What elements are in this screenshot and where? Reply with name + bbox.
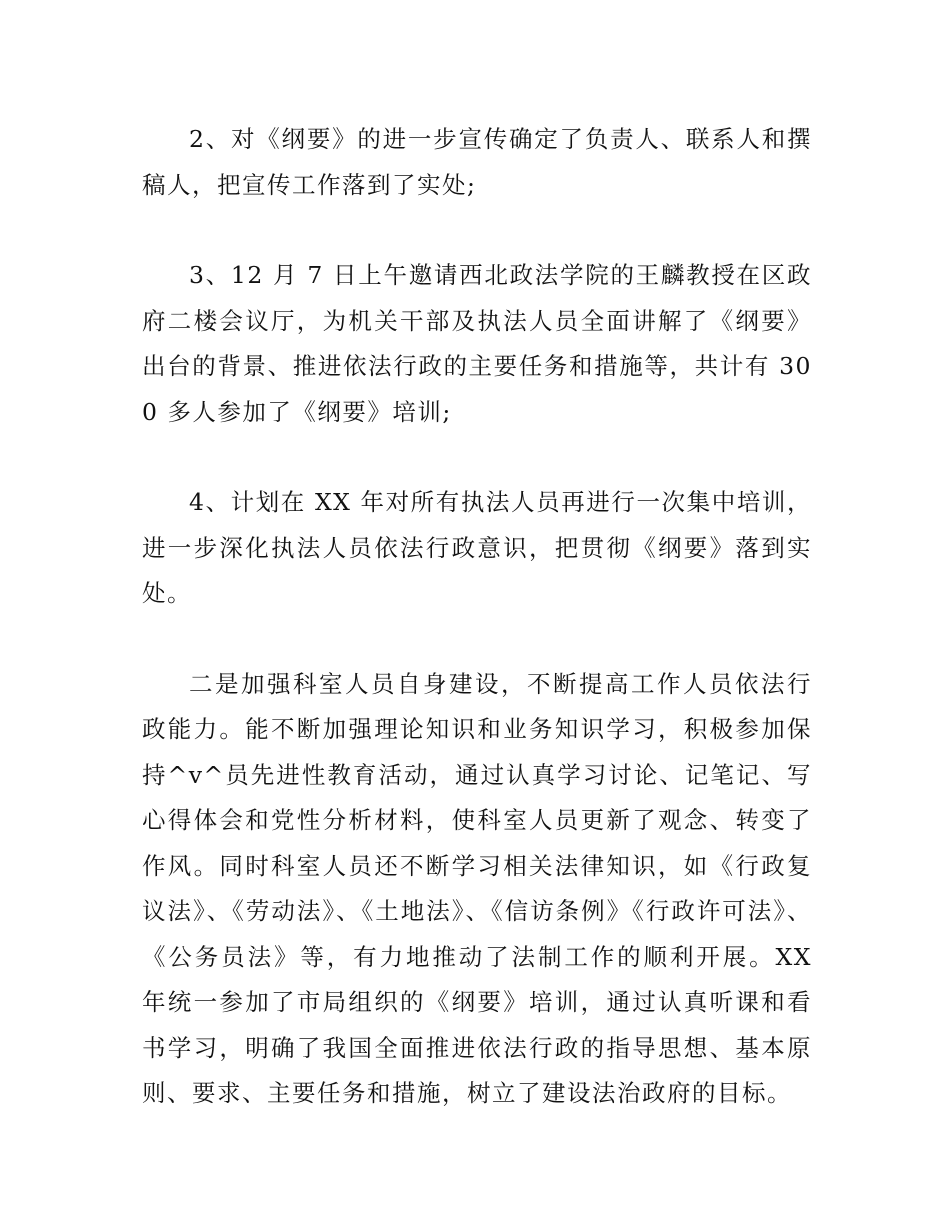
paragraph-self-building: 二是加强科室人员自身建设，不断提高工作人员依法行政能力。能不断加强理论知识和业务知识学习，积极参加保持^v^员先进性教育活动，通过认真学习讨论、记笔记、写心得体会和党性分析材料，使科室人员更新了观念、转变了作风。同时科室人员还不断学习相关法律知识，如《行政复议法》、《劳动法》、《土地法》、《信访条例》《行政许可法》、《公务员法》等，有力地推动了法制工作的顺利开展。XX 年统一参加了市局组织的《纲要》培训，通过认真听课和看书学习，明确了我国全面推进依法行政的指导思想、基本原则、要求、主要任务和措施，树立了建设法治政府的目标。 — [142, 669, 812, 1107]
paragraph-item-3: 3、12 月 7 日上午邀请西北政法学院的王麟教授在区政府二楼会议厅，为机关干部及执法人员全面讲解了《纲要》出台的背景、推进依法行政的主要任务和措施等，共计有 300 多人参加了《纲要》培训; — [142, 261, 812, 426]
document-body — [142, 117, 812, 1162]
paragraph-item-2: 2、对《纲要》的进一步宣传确定了负责人、联系人和撰稿人，把宣传工作落到了实处; — [142, 125, 812, 199]
paragraph-item-4: 4、计划在 XX 年对所有执法人员再进行一次集中培训，进一步深化执法人员依法行政意识，把贯彻《纲要》落到实处。 — [142, 488, 812, 607]
